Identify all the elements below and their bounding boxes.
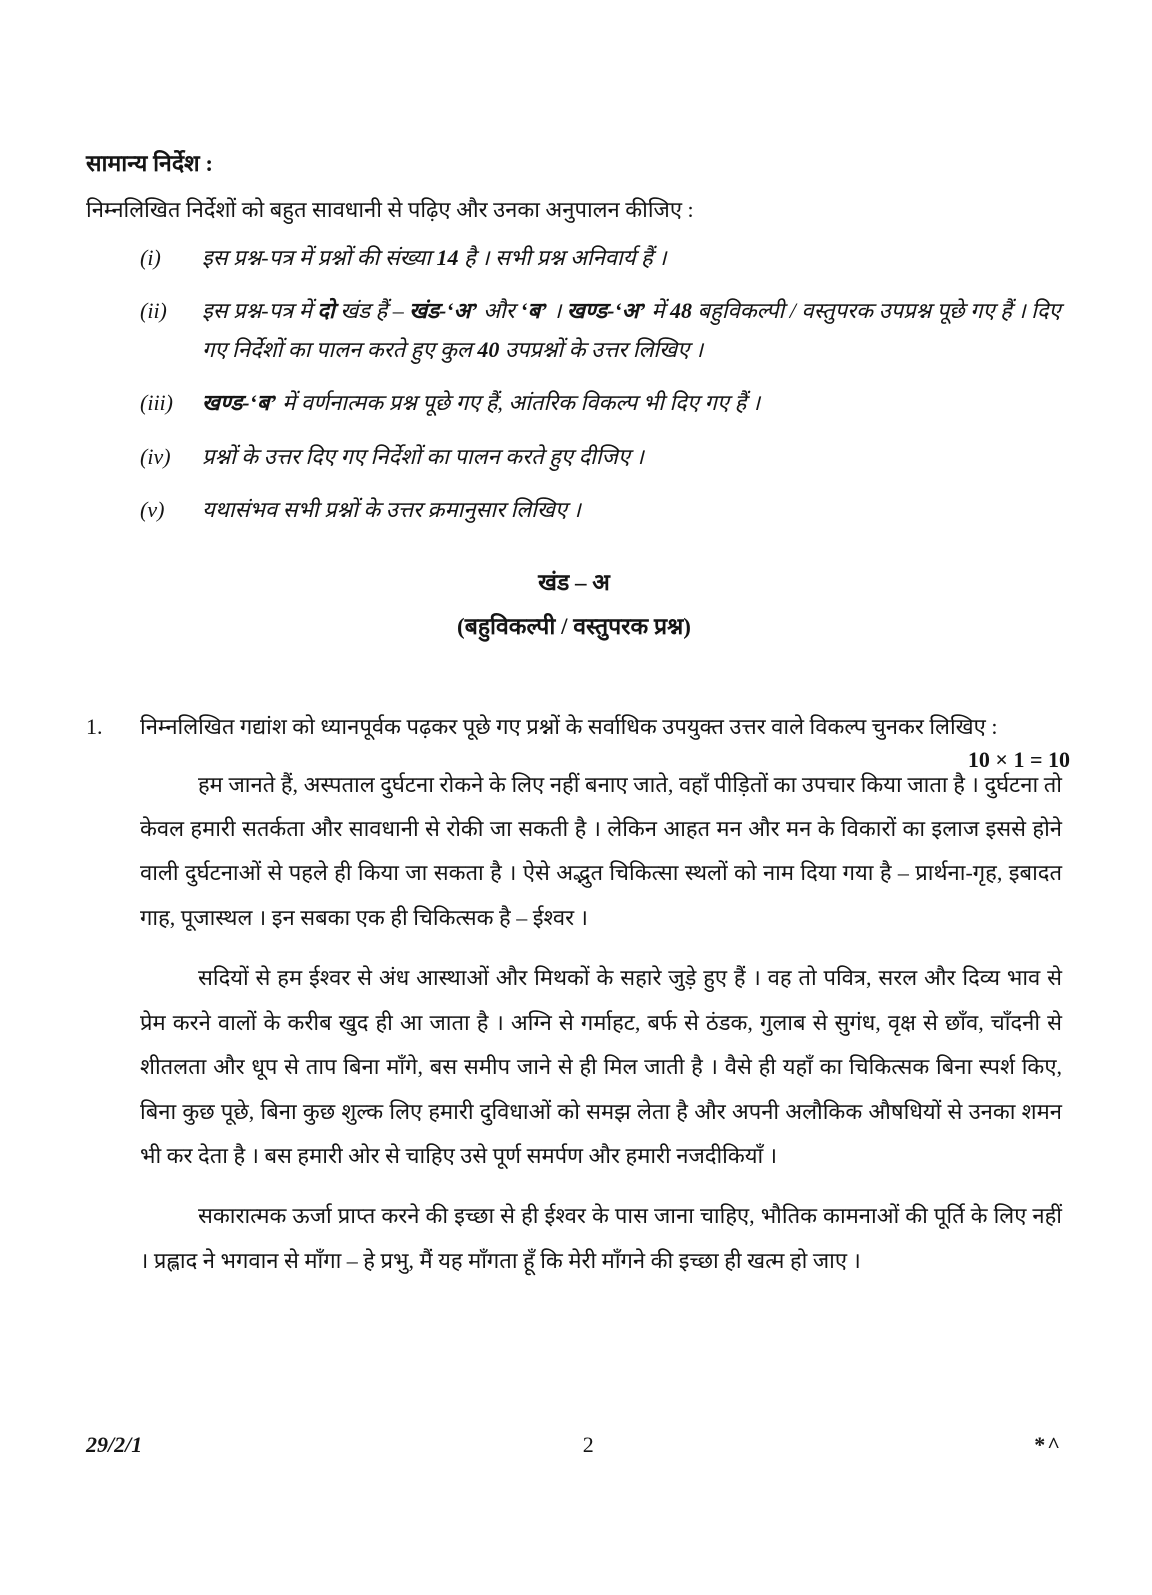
general-instructions-heading: सामान्य निर्देश : (86, 151, 214, 176)
passage-paragraph-2: सदियों से हम ईश्वर से अंध आस्थाओं और मिथकों के सहारे जुड़े हुए हैं । वह तो पवित्र, सरल और दिव्य भाव से प्रेम करने वालों के करीब खुद ही आ जाता है । अग्नि से गर्माहट, बर्फ से ठंडक, गुलाब से सुगंध, वृक्ष से छाँव, चाँदनी से शीतलता और धूप से ताप बिना माँगे, बस समीप जाने से ही मिल जाती है । वैसे ही यहाँ का चिकित्सक बिना स्पर्श किए, बिना कुछ पूछे, बिना कुछ शुल्क लिए हमारी दुविधाओं को समझ लेता है और अपनी अलौकिक औषधियों से उनका शमन भी कर देता है । बस हमारी ओर से चाहिए उसे पूर्ण समर्पण और हमारी नजदीकियाँ । (140, 965, 1062, 1169)
question-row (86, 707, 1070, 1283)
instruction-item (86, 383, 1062, 422)
instruction-text: इस प्रश्न-पत्र में प्रश्नों की संख्या 14 है । सभी प्रश्न अनिवार्य हैं । (202, 245, 667, 270)
instruction-number: (ii) (140, 298, 167, 324)
instruction-text: प्रश्नों के उत्तर दिए गए निर्देशों का पालन करते हुए दीजिए । (202, 443, 644, 469)
instruction-text: यथासंभव सभी प्रश्नों के उत्तर क्रमानुसार लिखिए । (202, 496, 581, 522)
instruction-item (86, 437, 1062, 476)
question-body (140, 707, 1070, 1283)
page-footer (86, 1432, 1062, 1458)
instruction-text: इस प्रश्न-पत्र में दो खंड हैं – खंड-‘अ’ और ‘ब’ । खण्ड-‘अ’ में 48 बहुविकल्पी / वस्तुपरक उपप्रश्न पूछे गए हैं । दिए गए निर्देशों का पालन करते हुए कुल 40 उपप्रश्नों के उत्तर लिखिए । (202, 298, 1061, 363)
question-number: 1. (86, 713, 103, 739)
general-instructions-list (86, 238, 1062, 529)
instruction-number: (iii) (140, 390, 173, 416)
page-number: 2 (582, 1432, 594, 1457)
reading-passage (140, 763, 1062, 1284)
question-1 (86, 707, 1070, 1283)
instruction-text: खण्ड-‘ब’ में वर्णनात्मक प्रश्न पूछे गए हैं, आंतरिक विकल्प भी दिए गए हैं । (202, 390, 761, 416)
section-subtitle: (बहुविकल्पी / वस्तुपरक प्रश्न) (457, 613, 691, 639)
question-marks: 10 × 1 = 10 (967, 746, 1070, 772)
passage-paragraph-3: सकारात्मक ऊर्जा प्राप्त करने की इच्छा से ही ईश्वर के पास जाना चाहिए, भौतिक कामनाओं की पूर्ति के लिए नहीं । प्रह्लाद ने भगवान से माँगा – हे प्रभु, मैं यह माँगता हूँ कि मेरी माँगने की इच्छा ही खत्म हो जाए । (140, 1203, 1062, 1273)
question-prompt: निम्नलिखित गद्यांश को ध्यानपूर्वक पढ़कर पूछे गए प्रश्नों के सर्वाधिक उपयुक्त उत्तर वाले विकल्प चुनकर लिखिए : (140, 713, 998, 739)
instruction-item (86, 238, 1062, 277)
instruction-number: (v) (140, 496, 165, 522)
passage-paragraph-1: हम जानते हैं, अस्पताल दुर्घटना रोकने के लिए नहीं बनाए जाते, वहाँ पीड़ितों का उपचार किया जाता है । दुर्घटना तो केवल हमारी सतर्कता और सावधानी से रोकी जा सकती है । लेकिन आहत मन और मन के विकारों का इलाज इससे होने वाली दुर्घटनाओं से पहले ही किया जा सकता है । ऐसे अद्भुत चिकित्सा स्थलों को नाम दिया गया है – प्रार्थना-गृह, इबादत गाह, पूजास्थल । इन सबका एक ही चिकित्सक है – ईश्वर । (140, 771, 1062, 930)
paper-code: 29/2/1 (86, 1432, 143, 1457)
instruction-item (86, 490, 1062, 529)
instruction-number: (i) (140, 245, 161, 270)
footer-mark: *^ (1034, 1432, 1062, 1457)
instruction-item (86, 291, 1062, 369)
section-title: खंड – अ (538, 569, 610, 595)
general-instructions-intro: निम्नलिखित निर्देशों को बहुत सावधानी से पढ़िए और उनका अनुपालन कीजिए : (86, 197, 694, 222)
instruction-number: (iv) (140, 443, 171, 469)
